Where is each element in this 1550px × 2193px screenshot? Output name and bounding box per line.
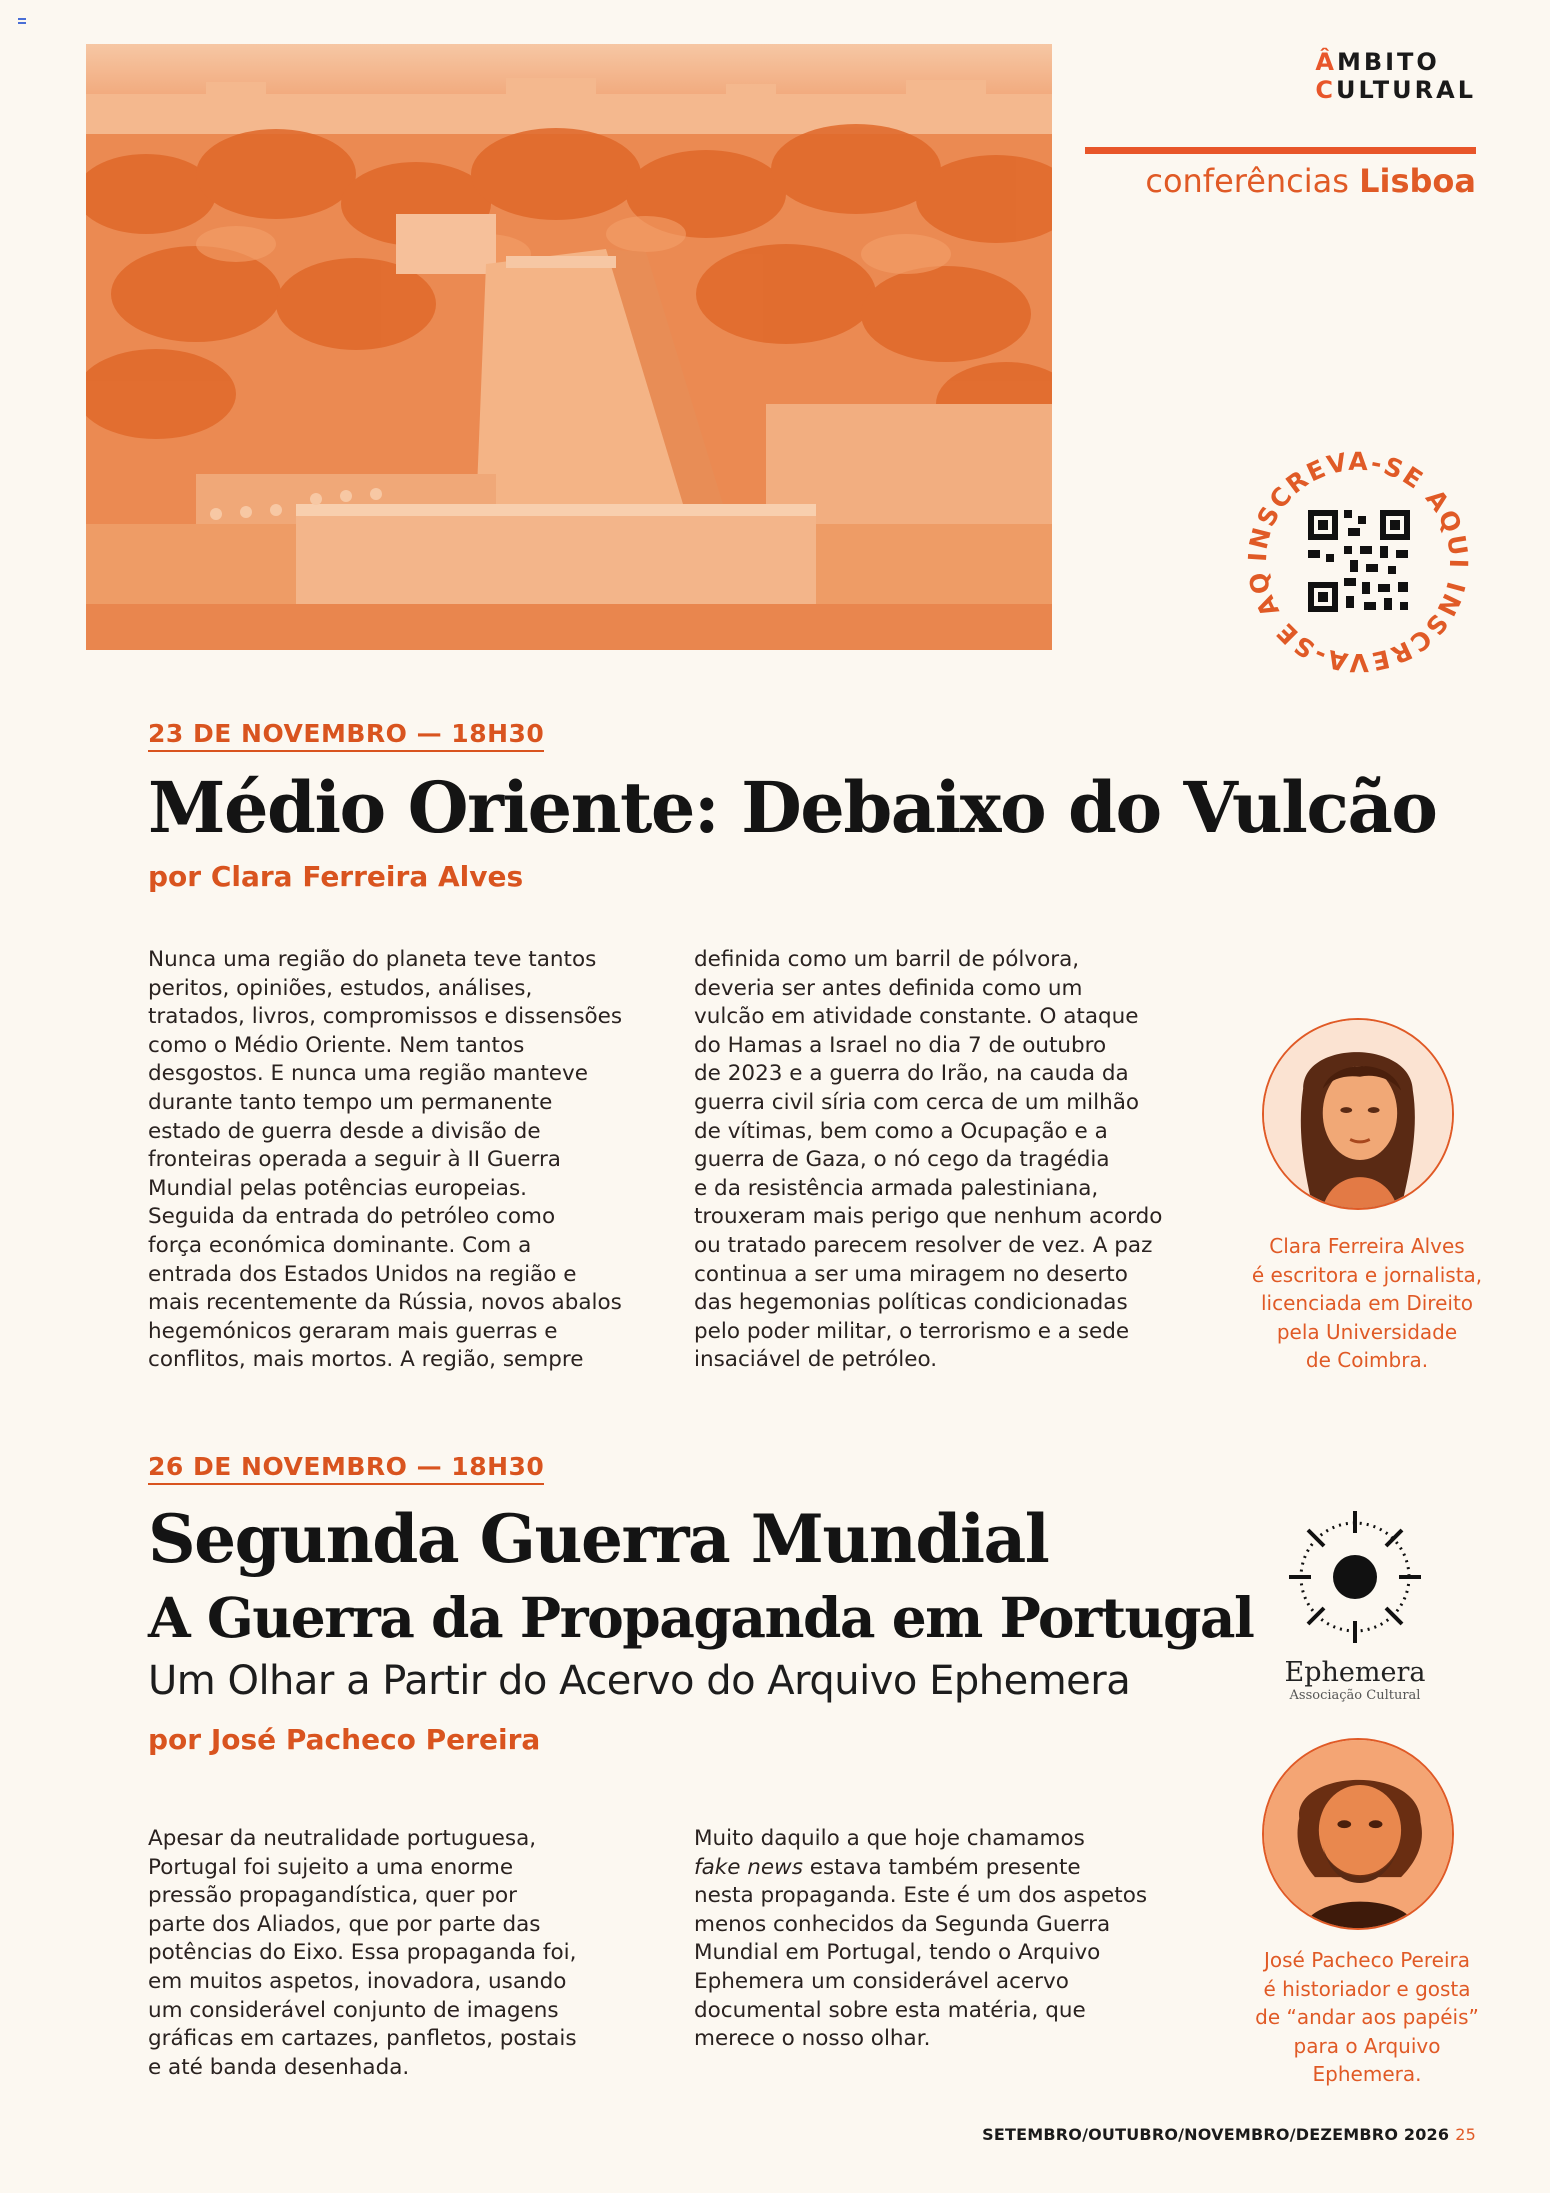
event2-col2-line-rest: estava também presente [802,1854,1081,1880]
event1-col2-line: das hegemonias políticas condicionadas [694,1290,1128,1316]
event2-date: 26 DE NOVEMBRO — 18H30 [148,1452,544,1485]
hero-image [86,44,1052,650]
event1-col1-line: como o Médio Oriente. Nem tantos [148,1032,525,1058]
event2-caption-line: de “andar aos papéis” [1255,2005,1479,2030]
brand-accent-2: C [1315,76,1336,104]
brand-subtitle [1145,162,1476,200]
event2-title-line1: Segunda Guerra Mundial [148,1500,1049,1578]
clara-ferreira-alves-portrait [1262,1018,1454,1210]
event1-col2-line: de 2023 e a guerra do Irão, na cauda da [694,1061,1129,1087]
event2-col1-line: gráficas em cartazes, panfletos, postais [148,2026,577,2052]
event2-caption-line: José Pacheco Pereira [1264,1948,1470,1972]
corner-mark [18,18,26,24]
event1-col2-line: do Hamas a Israel no dia 7 de outubro [694,1032,1107,1058]
event1-col1-line: força económica dominante. Com a [148,1232,532,1258]
event1-author: por Clara Ferreira Alves [148,860,524,893]
event1-col1-line: Seguida da entrada do petróleo como [148,1204,556,1230]
event2-col1-line: potências do Eixo. Essa propaganda foi, [148,1940,577,1966]
event2-col2-line: Mundial em Portugal, tendo o Arquivo [694,1940,1101,1966]
event2-col1-line: um considerável conjunto de imagens [148,1997,559,2023]
event1-col1-line: tratados, livros, compromissos e dissensões [148,1004,623,1030]
event1-col2-line: guerra de Gaza, o nó cego da tragédia [694,1147,1110,1173]
qr-code-icon [1304,506,1414,616]
event1-col2-line: guerra civil síria com cerca de um milhão [694,1089,1140,1115]
event1-col1-line: peritos, opiniões, estudos, análises, [148,975,533,1001]
event1-col1-line: Nunca uma região do planeta teve tantos [148,947,597,972]
ephemera-logo [1270,1497,1440,1707]
event1-col1-line: durante tanto tempo um permanente [148,1089,553,1115]
event1-col2-line: e da resistência armada palestiniana, [694,1175,1099,1201]
event1-col1-line: desgostos. E nunca uma região manteve [148,1061,588,1087]
event1-col1-line: conflitos, mais mortos. A região, sempre [148,1347,584,1373]
event1-caption-line: licenciada em Direito [1260,1291,1474,1316]
event2-author: por José Pacheco Pereira [148,1723,541,1756]
event2-caption-line: para o Arquivo [1293,2033,1441,2058]
event2-col2-line [694,1854,1147,1883]
fake-news-term: fake news [694,1854,803,1880]
event1-caption-line: é escritora e jornalista, [1251,1262,1483,1287]
brand-logo [1315,48,1476,104]
ephemera-logo-name: Ephemera [1284,1657,1426,1688]
event1-col1-line: estado de guerra desde a divisão de [148,1118,541,1144]
event2-subtitle: Um Olhar a Partir do Acervo do Arquivo Ephemera [148,1658,1131,1704]
event2-col2-line: Ephemera um considerável acervo [694,1968,1069,1994]
event2-author-caption [1237,1946,1497,2089]
issue-dates: SETEMBRO/OUTUBRO/NOVEMBRO/DEZEMBRO 2026 [982,2125,1450,2144]
event2-col1-line: Apesar da neutralidade portuguesa, [148,1826,537,1851]
event1-col1-line: mais recentemente da Rússia, novos abalos [148,1290,622,1316]
event1-column-1 [148,946,622,1375]
event1-col2-line: definida como um barril de pólvora, [694,947,1080,972]
event2-col1-line: Portugal foi sujeito a uma enorme [148,1854,514,1880]
event1-caption-line: pela Universidade [1276,1319,1458,1344]
event1-title: Médio Oriente: Debaixo do Vulcão [148,766,1437,849]
event2-column-1 [148,1825,577,2082]
page-number: 25 [1455,2125,1476,2144]
ephemera-logo-sub: Associação Cultural [1289,1688,1421,1703]
qr-subscribe-badge[interactable] [1240,444,1476,680]
event1-col2-line: continua a ser uma miragem no deserto [694,1261,1128,1287]
event2-title-line2: A Guerra da Propaganda em Portugal [148,1585,1254,1650]
event2-col1-line: em muitos aspetos, inovadora, usando [148,1968,567,1994]
event2-col1-line: parte dos Aliados, que por parte das [148,1911,541,1937]
event2-col2-line: merece o nosso olhar. [694,2026,931,2052]
event1-col1-line: Mundial pelas potências europeias. [148,1175,527,1201]
brand-word-1: MBITO [1336,48,1440,76]
brand-sub-regular: conferências [1145,162,1349,200]
qr-ring-text: INSCREVA-SE AQUI INSCREVA-SE AQ [1242,446,1474,678]
event1-caption-line: de Coimbra. [1305,1348,1429,1373]
brand-accent-1: Â [1315,48,1337,76]
event1-col2-line: vulcão em atividade constante. O ataque [694,1004,1139,1030]
event2-col2-line: menos conhecidos da Segunda Guerra [694,1911,1111,1937]
event1-column-2 [694,946,1162,1375]
event1-date: 23 DE NOVEMBRO — 18H30 [148,719,544,752]
event1-author-caption [1237,1232,1497,1375]
page-footer [982,2125,1476,2144]
brand-sub-bold: Lisboa [1359,162,1476,200]
ephemera-sun-icon [1289,1511,1421,1643]
event1-col1-line: fronteiras operada a seguir à II Guerra [148,1147,561,1173]
event2-col2-line: Muito daquilo a que hoje chamamos [694,1826,1085,1851]
jose-pacheco-pereira-portrait [1262,1738,1454,1930]
event1-col2-line: ou tratado parecem resolver de vez. A paz [694,1232,1153,1258]
event2-col2-line: nesta propaganda. Este é um dos aspetos [694,1883,1148,1909]
event2-column-2 [694,1825,1147,2054]
event2-caption-line: é historiador e gosta [1263,1976,1471,2001]
event2-col2-line: documental sobre esta matéria, que [694,1997,1086,2023]
event2-col1-line: pressão propagandística, quer por [148,1883,517,1909]
event1-col2-line: deveria ser antes definida como um [694,975,1083,1001]
brand-word-2: ULTURAL [1335,76,1476,104]
event2-col1-line: e até banda desenhada. [148,2054,410,2080]
event1-caption-line: Clara Ferreira Alves [1269,1234,1465,1258]
event1-col1-line: hegemónicos geraram mais guerras e [148,1318,558,1344]
event1-col1-line: entrada dos Estados Unidos na região e [148,1261,577,1287]
brand-divider [1085,147,1476,154]
event1-col2-line: insaciável de petróleo. [694,1347,938,1373]
event1-col2-line: pelo poder militar, o terrorismo e a sede [694,1318,1130,1344]
event1-col2-line: de vítimas, bem como a Ocupação e a [694,1118,1108,1144]
event2-caption-line: Ephemera. [1312,2062,1422,2087]
event1-col2-line: trouxeram mais perigo que nenhum acordo [694,1204,1163,1230]
